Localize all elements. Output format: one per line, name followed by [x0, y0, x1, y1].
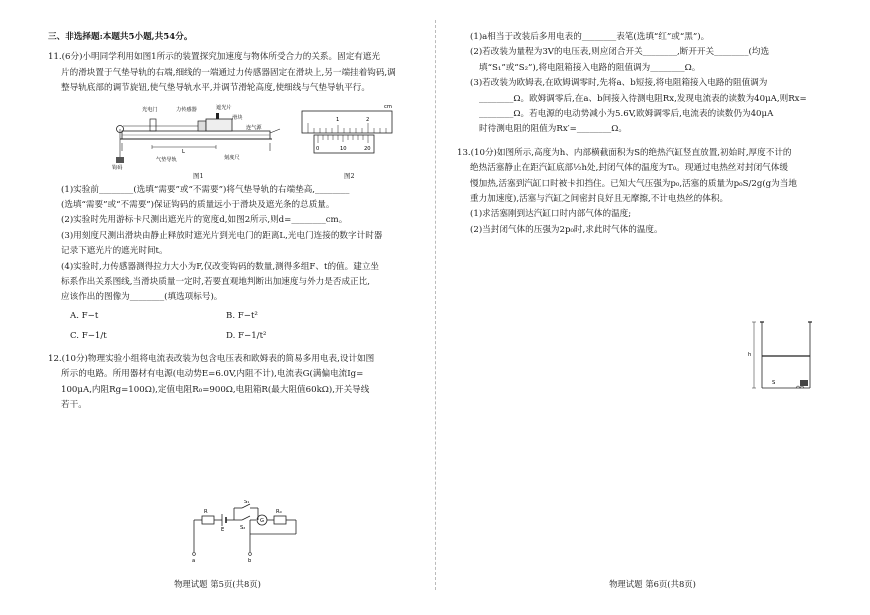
q13-part-1: (1)求活塞刚到达汽缸口时内部气体的温度;	[470, 209, 632, 220]
fig1-label-shade: 遮光片	[216, 104, 232, 111]
q12-stem-1: 12.(10分)物理实验小组将电流表改装为包含电压表和欧姆表的简易多用电表,设计如图	[48, 353, 375, 364]
cylinder-diagram	[748, 318, 818, 394]
option-d: D. F−1/t²	[226, 330, 267, 341]
circuit-label-G: G	[260, 518, 265, 524]
q11-part-1a: (1)实验前________(选填“需要”或“不需要”)将气垫导轨的右端垫高,________	[61, 184, 350, 195]
q12-stem-4: 若干。	[61, 400, 87, 411]
footer-page-6: 物理试题 第6页(共8页)	[609, 579, 696, 589]
circuit-label-a: a	[192, 558, 196, 562]
q13-stem-1: 13.(10分)如图所示,高度为h、内部横截面积为S的绝热汽缸竖直放置,初始时,厚度不计的	[457, 147, 792, 158]
q12-part-3d: 时待测电阻的阻值为Rx′=________Ω。	[479, 124, 627, 135]
circuit-label-b: b	[248, 558, 252, 562]
question-12	[48, 352, 421, 414]
question-13	[457, 146, 846, 238]
q12-part-1: (1)a相当于改装后多用电表的________表笔(选填“红”或“黑”)。	[470, 32, 710, 42]
q11-options-row-1	[48, 306, 421, 326]
fig2-label-20: 20	[364, 145, 371, 152]
figure-1-air-track	[112, 99, 282, 171]
q11-options-row-2	[48, 326, 421, 346]
figure-2-vernier-caliper	[298, 99, 398, 171]
fig1-label-air: 连气源	[246, 124, 262, 131]
q12-part-3c: ________Ω。若电源的电动势减小为5.6V,欧姆调零后,电流表的读数仍为40μA	[479, 109, 774, 120]
q13-part-2: (2)当封闭气体的压强为2p₀时,求此时气体的温度。	[470, 224, 663, 235]
q13-stem-4: 重力加速度),活塞与汽缸之间密封良好且无摩擦,不计电热丝的体积。	[470, 194, 729, 205]
circuit-label-R: R	[204, 509, 208, 515]
question-11	[48, 50, 421, 345]
fig2-label-0: 0	[316, 145, 320, 152]
circuit-label-R0: R₀	[276, 509, 282, 515]
q11-part-3a: (3)用刻度尺测出滑块由静止释放时遮光片到光电门的距离L,光电门连接的数字计时器	[61, 230, 383, 241]
cylinder-label-h: h	[748, 352, 752, 358]
q12-part-3b: ________Ω。欧姆调零后,在a、b间接入待测电阻Rx,发现电流表的读数为40μA,则Rx=	[479, 93, 807, 104]
fig1-label-L: L	[182, 148, 185, 155]
footer-page-5: 物理试题 第5页(共8页)	[174, 579, 261, 589]
circuit-label-S1: S₁	[244, 500, 250, 505]
question-12-continued	[457, 30, 846, 138]
q13-stem-2: 绝热活塞静止在距汽缸底部½h处,封闭气体的温度为T₀。现通过电热丝对封闭气体缓	[470, 163, 788, 174]
fig1-label-ruler: 刻度尺	[224, 154, 240, 161]
q12-part-3a: (3)若改装为欧姆表,在欧姆调零时,先将a、b短接,将电阻箱接入电路的阻值调为	[470, 78, 768, 89]
fig2-label-1: 1	[336, 116, 340, 123]
fig1-label-track: 气垫导轨	[156, 156, 177, 163]
q12-part-2b: 填“S₁”或“S₂”),将电阻箱接入电路的阻值调为________Ω。	[479, 62, 701, 73]
q12-part-2a: (2)若改装为量程为3V的电压表,则应闭合开关________,断开开关________(均选	[470, 47, 770, 58]
q11-part-4b: 标系作出关系图线,当滑块质量一定时,若要直观地判断出加速度与外力是否成正比,	[61, 277, 370, 288]
circuit-label-S2: S₂	[240, 525, 246, 531]
section-heading: 三、非选择题:本题共5小题,共54分。	[48, 32, 193, 42]
q12-stem-2: 所示的电路。所用器材有电源(电动势E=6.0V,内阻不计),电流表G(满偏电流Ig=	[61, 369, 364, 380]
circuit-diagram	[190, 500, 300, 562]
q11-part-3b: 记录下遮光片的遮光时间t。	[61, 246, 168, 257]
option-b: B. F−t²	[226, 310, 258, 321]
fig1-label-gate: 光电门	[142, 106, 158, 113]
fig1-label-weight: 钩码	[112, 164, 123, 171]
q11-figures	[48, 99, 421, 181]
fig2-label-cm: cm	[384, 103, 392, 110]
option-c: C. F−1/t	[70, 330, 107, 341]
circuit-label-E: E	[221, 527, 225, 533]
option-a: A. F−t	[70, 310, 99, 321]
q11-part-2: (2)实验时先用游标卡尺测出遮光片的宽度d,如图2所示,则d=________cm。	[61, 215, 348, 226]
q11-part-1b: (选填“需要”或“不需要”)保证钩码的质量远小于滑块及遮光条的总质量。	[61, 200, 335, 211]
page-6	[435, 0, 870, 615]
fig1-label-sensor: 力传感器	[176, 106, 197, 113]
fig2-label-10: 10	[340, 145, 347, 152]
q13-stem-3: 慢加热,活塞到汽缸口时被卡扣挡住。已知大气压强为p₀,活塞的质量为p₀S/2g(g为当地	[470, 178, 797, 189]
fig2-label-2: 2	[366, 116, 370, 123]
q11-stem-2: 片的滑块置于气垫导轨的右端,细线的一端通过力传感器固定在滑块上,另一端挂着钩码,调	[61, 67, 396, 78]
q11-part-4a: (4)实验时,力传感器测得拉力大小为F,仅改变钩码的数量,测得多组F、t的值。建立坐	[61, 261, 380, 272]
q12-stem-3: 100μA,内阻Rg=100Ω),定值电阻R₀=900Ω,电阻箱R(最大阻值60kΩ),开关导线	[61, 384, 370, 395]
q11-stem-3: 整导轨底部的调节旋钮,使气垫导轨水平,并调节滑轮高度,使细线与气垫导轨平行。	[61, 83, 370, 94]
q11-stem-1: 11.(6分)小明同学利用如图1所示的装置探究加速度与物体所受合力的关系。固定有遮光	[48, 52, 381, 63]
figure-2-caption: 图2	[344, 171, 355, 180]
q11-part-4c: 应该作出的图像为________(填选项标号)。	[61, 292, 223, 303]
fig1-label-slider: 滑块	[232, 114, 243, 121]
cylinder-label-S: S	[772, 380, 776, 386]
figure-1-caption: 图1	[193, 171, 204, 180]
